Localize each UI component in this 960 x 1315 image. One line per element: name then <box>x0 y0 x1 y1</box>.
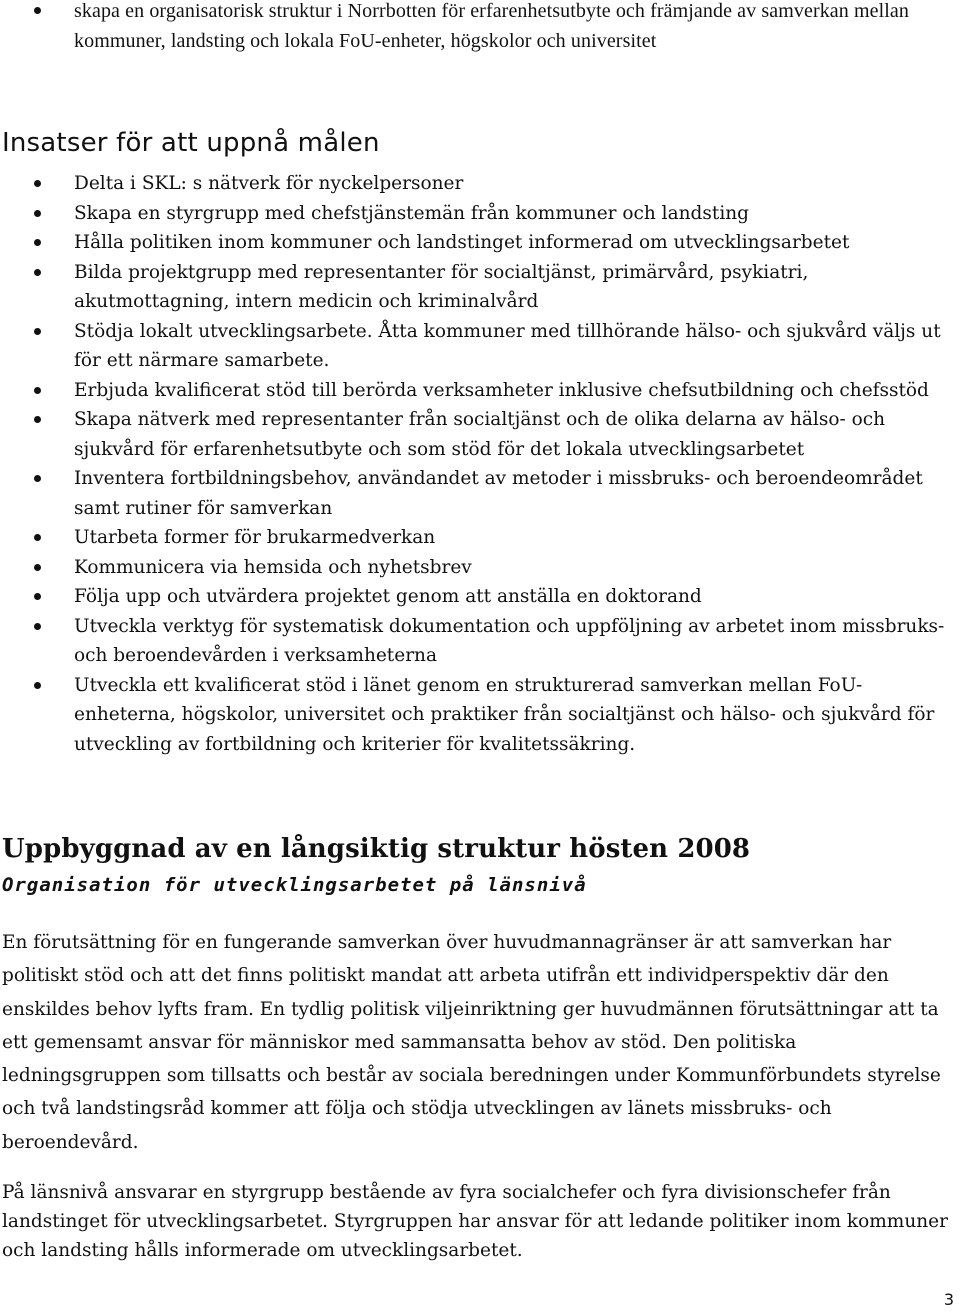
bullet-icon <box>34 534 41 541</box>
list-item-text: Skapa nätverk med representanter från socialtjänst och de olika delarna av hälso- och sjukvård för erfarenhetsutbyte och som stöd för det lokala utvecklingsarbetet <box>74 409 886 460</box>
list-item <box>0 376 960 406</box>
bullet-icon <box>34 7 41 14</box>
list-item <box>0 0 960 56</box>
list-item <box>0 553 960 583</box>
list-item <box>0 582 960 612</box>
list-item <box>0 612 960 671</box>
list-item-text: Delta i SKL: s nätverk för nyckelpersoner <box>74 173 464 194</box>
list-item-text: Utveckla ett kvalificerat stöd i länet genom en strukturerad samverkan mellan FoU-enheterna, högskolor, universitet och praktiker från socialtjänst och hälso- och sjukvård för utveckling av fortbildning och kriterier för kvalitetssäkring. <box>74 674 935 755</box>
body-paragraph: På länsnivå ansvarar en styrgrupp bestående av fyra socialchefer och fyra divisionschefer från landstinget för utvecklingsarbetet. Styrgruppen har ansvar för att ledande politiker inom kommuner och landsting hålls informerade om utvecklingsarbetet. <box>2 1182 948 1261</box>
bullet-icon <box>34 682 41 689</box>
goals-heading: Insatser för att uppnå målen <box>2 128 380 158</box>
list-item-text: Stödja lokalt utvecklingsarbete. Åtta kommuner med tillhörande hälso- och sjukvård väljs ut för ett närmare samarbete. <box>74 320 941 371</box>
list-item <box>0 405 960 464</box>
list-item <box>0 671 960 760</box>
list-item <box>0 464 960 523</box>
body-paragraph: En förutsättning för en fungerande samverkan över huvudmannagränser är att samverkan har politiskt stöd och att det finns politiskt mandat att arbeta utifrån ett individperspektiv där den enskildes behov lyfts fram. En tydlig politisk viljeinriktning ger huvudmännen förutsättningar att ta ett gemensamt ansvar för människor med sammansatta behov av stöd. Den politiska ledningsgruppen som tillsatts och består av sociala beredningen under Kommunförbundets styrelse och två landstingsråd kommer att följa och stödja utvecklingen av länets missbruks- och beroendevård. <box>2 932 941 1153</box>
bullet-icon <box>34 593 41 600</box>
list-item-text: Utarbeta former för brukarmedverkan <box>74 527 436 548</box>
bullet-icon <box>34 180 41 187</box>
list-item <box>0 258 960 317</box>
list-item-text: Hålla politiken inom kommuner och landstinget informerad om utvecklingsarbetet <box>74 232 850 253</box>
bullet-icon <box>34 269 41 276</box>
list-item-text: Skapa en styrgrupp med chefstjänstemän från kommuner och landsting <box>74 202 749 224</box>
list-item <box>0 199 960 229</box>
bullet-icon <box>34 239 41 246</box>
bullet-icon <box>34 416 41 423</box>
list-item <box>0 317 960 376</box>
bullet-icon <box>34 387 41 394</box>
list-item-text: Erbjuda kvalificerat stöd till berörda verksamheter inklusive chefsutbildning och chefsstöd <box>74 379 929 401</box>
bullet-icon <box>34 328 41 335</box>
intro-bullet-list <box>0 0 960 56</box>
list-item-text: skapa en organisatorisk struktur i Norrbotten för erfarenhetsutbyte och främjande av samverkan mellan kommuner, landsting och lokala FoU-enheter, högskolor och universitet <box>74 0 910 52</box>
list-item <box>0 523 960 553</box>
list-item <box>0 169 960 199</box>
bullet-icon <box>34 210 41 217</box>
list-item-text: Följa upp och utvärdera projektet genom att anställa en doktorand <box>74 586 702 607</box>
section-subheading: Organisation för utvecklingsarbetet på länsnivå <box>2 874 587 896</box>
list-item-text: Inventera fortbildningsbehov, användandet av metoder i missbruks- och beroendeområdet samt rutiner för samverkan <box>74 468 923 519</box>
bullet-icon <box>34 564 41 571</box>
list-item <box>0 228 960 258</box>
goals-bullet-list <box>0 169 960 759</box>
bullet-icon <box>34 475 41 482</box>
list-item-text: Kommunicera via hemsida och nyhetsbrev <box>74 556 472 578</box>
bullet-icon <box>34 623 41 630</box>
list-item-text: Bilda projektgrupp med representanter för socialtjänst, primärvård, psykiatri, akutmottagning, intern medicin och kriminalvård <box>74 261 809 312</box>
page-number: 3 <box>943 1290 954 1309</box>
list-item-text: Utveckla verktyg för systematisk dokumentation och uppföljning av arbetet inom missbruks- och beroendevården i verksamheterna <box>74 615 945 666</box>
section-heading: Uppbyggnad av en långsiktig struktur hösten 2008 <box>2 834 751 864</box>
